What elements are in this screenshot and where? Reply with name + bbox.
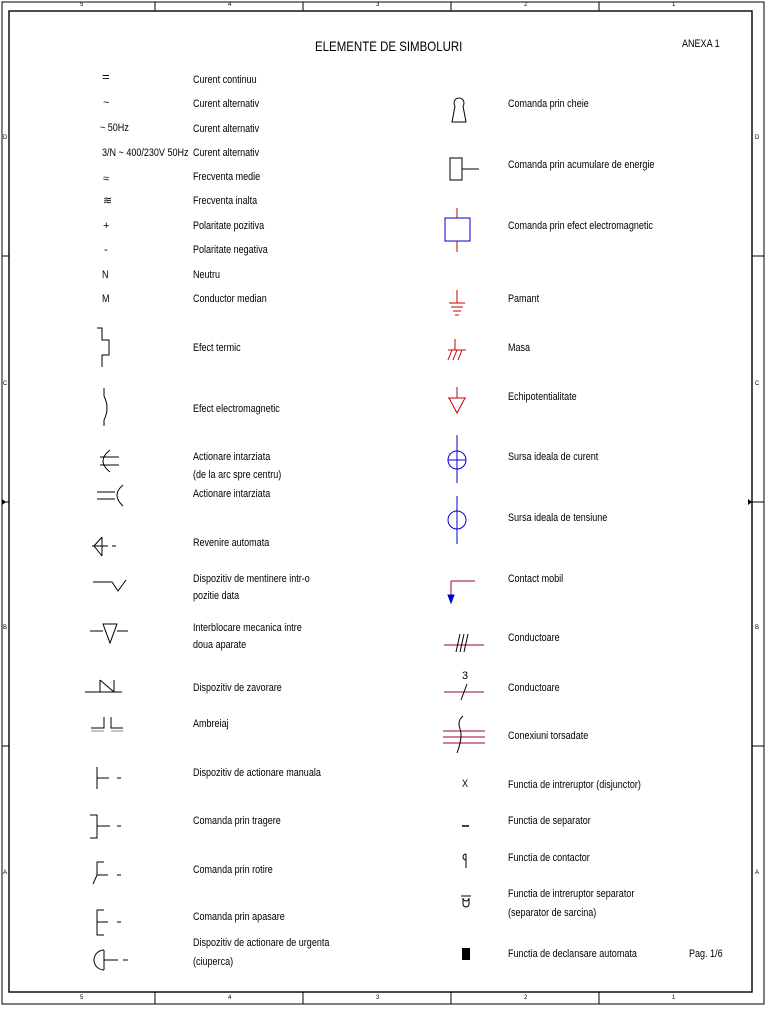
list-item: Revenire automata [193,537,270,549]
key-command-icon [452,98,466,122]
frame-col-label: 2 [524,2,528,8]
list-item: Conductor median [193,293,267,305]
clutch-icon [91,717,123,731]
frame-col-label: 5 [80,2,84,8]
list-item: Comanda prin efect electromagnetic [508,220,653,232]
pull-command-icon [90,815,121,838]
annex-label: ANEXA 1 [682,38,720,50]
list-item: Conductoare [508,682,560,694]
contactor-function-icon [463,854,466,868]
conductors-icon [444,634,484,652]
list-item: Interblocare mecanica intre [193,622,302,634]
frame-row-label: D [3,135,8,141]
list-item: Comanda prin cheie [508,98,589,110]
high-frequency-symbol: ≋ [103,195,113,207]
three-phase-symbol: 3/N ~ 400/230V 50Hz [102,147,189,159]
frame-row-label: C [755,381,760,387]
frame-row-label: B [755,625,760,631]
emergency-mushroom-icon [94,950,128,970]
frame-col-label: 2 [524,995,528,1001]
list-item: Ambreiaj [193,718,229,730]
frame-row-label: D [755,135,760,141]
stored-energy-command-icon [450,158,479,180]
list-item: Polaritate pozitiva [193,220,265,232]
list-item: Conductoare [508,632,560,644]
moving-contact-icon [448,581,475,603]
list-item: Functia de declansare automata [508,948,637,960]
latching-device-icon [85,680,122,692]
alternating-current-symbol: ~ [103,97,110,109]
list-item: Sursa ideala de tensiune [508,512,608,524]
frame-col-label: 4 [228,995,232,1001]
list-item: Curent continuu [193,74,257,86]
list-item: Neutru [193,269,221,281]
list-item: Comanda prin tragere [193,815,281,827]
position-holding-icon [93,580,126,591]
equipotential-icon [448,387,466,413]
list-item: doua aparate [193,639,247,651]
ac-50hz-symbol: ~ 50Hz [100,122,129,134]
list-item: Actionare intarziata [193,451,271,463]
list-item: Comanda prin acumulare de energie [508,159,655,171]
conductor-count-label: 3 [462,670,469,682]
list-item: Functia de contactor [508,852,590,864]
list-item: Dispozitiv de actionare de urgenta [193,937,330,949]
page-number: Pag. 1/6 [689,948,723,960]
mechanical-interlock-icon [90,624,128,643]
frame-col-label: 1 [672,995,676,1001]
switch-disconnector-function-icon [461,896,471,907]
push-command-icon [97,910,121,935]
list-item: Dispozitiv de zavorare [193,682,282,694]
direct-current-symbol: = [102,69,110,84]
median-symbol: M [102,293,110,305]
list-item: Masa [508,342,531,354]
list-item: Functia de intreruptor (disjunctor) [508,779,641,791]
list-item: Polaritate negativa [193,244,268,256]
frame-row-label: A [3,870,8,876]
ideal-voltage-source-icon [448,496,466,544]
list-item: Curent alternativ [193,98,260,110]
rotary-command-icon [93,862,121,884]
list-item: Frecventa medie [193,171,261,183]
list-item: Frecventa inalta [193,195,258,207]
list-item: Contact mobil [508,573,564,585]
list-item: Dispozitiv de mentinere intr-o [193,573,310,585]
list-item: Sursa ideala de curent [508,451,599,463]
list-item: Pamant [508,293,540,305]
disjunctor-symbol: X [462,778,469,790]
delayed-action-icon [97,485,123,506]
frame-row-label: C [3,381,8,387]
list-item: Efect electromagnetic [193,403,280,415]
frame-row-label: A [755,870,760,876]
page-title: ELEMENTE DE SIMBOLURI [315,38,463,54]
delayed-action-arc-icon [100,450,119,472]
negative-polarity-symbol: - [104,244,108,256]
earth-icon [449,290,465,315]
list-item: Conexiuni torsadate [508,730,589,742]
list-item: Curent alternativ [193,147,260,159]
list-item: Efect termic [193,342,241,354]
frame-col-label: 5 [80,995,84,1001]
chassis-ground-icon [448,339,466,360]
automatic-return-icon [92,537,116,556]
list-item: Echipotentialitate [508,391,577,403]
list-item: Actionare intarziata [193,488,271,500]
twisted-connections-icon [443,716,485,753]
automatic-tripping-icon [462,948,470,960]
frame-row-label: B [3,625,8,631]
neutral-symbol: N [102,269,109,281]
manual-actuation-icon [97,767,121,789]
list-item: pozitie data [193,590,240,602]
list-item: (ciuperca) [193,956,234,968]
list-item: Functia de intreruptor separator [508,888,635,900]
list-item: Functia de separator [508,815,591,827]
electromagnetic-effect-icon [104,388,107,426]
electromagnetic-command-icon [445,208,470,252]
conductors-count-icon [444,684,484,700]
frame-col-label: 4 [228,2,232,8]
frame-col-label: 3 [376,995,380,1001]
list-item: Dispozitiv de actionare manuala [193,767,321,779]
list-item: Comanda prin rotire [193,864,273,876]
list-item: Comanda prin apasare [193,911,285,923]
list-item: Curent alternativ [193,123,260,135]
ideal-current-source-icon [448,435,466,483]
frame-col-label: 3 [376,2,380,8]
list-item: (de la arc spre centru) [193,469,282,481]
positive-polarity-symbol: + [103,220,110,232]
frame-col-label: 1 [672,2,676,8]
thermal-effect-icon [97,328,109,367]
list-item: (separator de sarcina) [508,907,597,919]
medium-frequency-symbol: ≈ [103,173,110,185]
